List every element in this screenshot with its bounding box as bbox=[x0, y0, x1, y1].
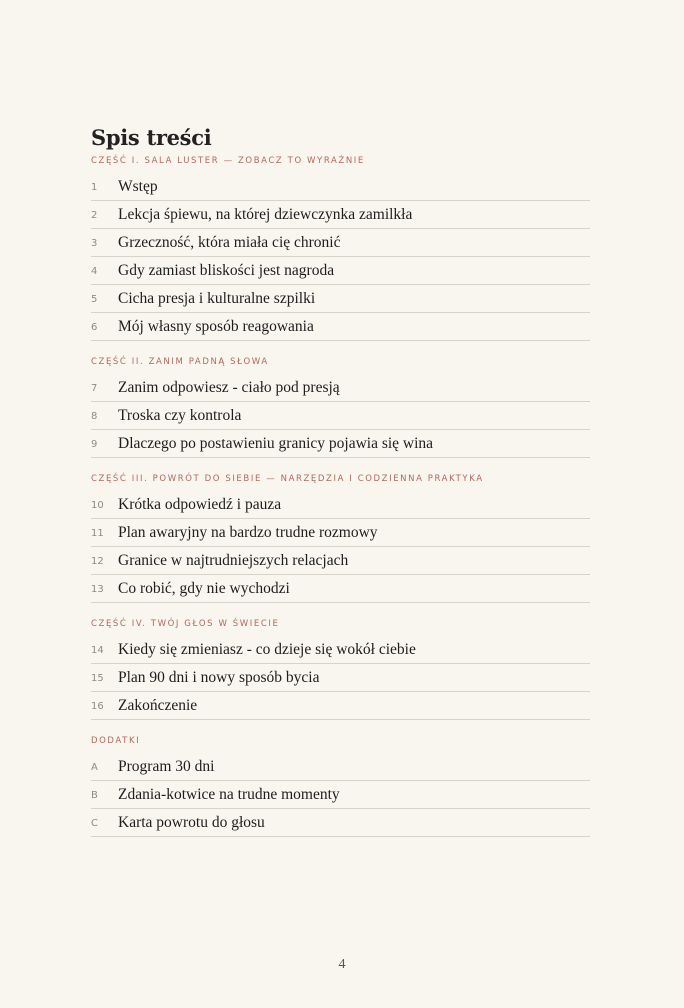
toc-entry[interactable] bbox=[91, 313, 590, 341]
toc-entry[interactable] bbox=[91, 664, 590, 692]
entry-title: Grzeczność, która miała cię chronić bbox=[118, 234, 341, 251]
toc-section-part-1 bbox=[91, 149, 590, 341]
page-number: 4 bbox=[338, 957, 346, 972]
toc-section-part-2 bbox=[91, 350, 590, 458]
table-of-contents bbox=[91, 149, 590, 837]
toc-entry[interactable] bbox=[91, 257, 590, 285]
section-heading: CZĘŚĆ III. POWRÓT DO SIEBIE — NARZĘDZIA I CODZIENNA PRAKTYKA bbox=[91, 474, 484, 484]
entry-number: 1 bbox=[91, 182, 98, 193]
entry-title: Troska czy kontrola bbox=[118, 407, 242, 424]
entry-title: Zakończenie bbox=[118, 697, 198, 714]
entry-number: 15 bbox=[91, 673, 104, 684]
entry-number: 4 bbox=[91, 266, 98, 277]
toc-entry[interactable] bbox=[91, 692, 590, 720]
entry-title: Program 30 dni bbox=[118, 758, 215, 775]
entry-number: 2 bbox=[91, 210, 98, 221]
entry-title: Mój własny sposób reagowania bbox=[118, 318, 314, 335]
entry-title: Kiedy się zmieniasz - co dzieje się wokół ciebie bbox=[118, 641, 416, 658]
page-title: Spis treści bbox=[91, 125, 212, 151]
toc-entry[interactable] bbox=[91, 173, 590, 201]
toc-entry[interactable] bbox=[91, 285, 590, 313]
entry-number: 5 bbox=[91, 294, 98, 305]
entry-title: Plan awaryjny na bardzo trudne rozmowy bbox=[118, 524, 378, 541]
entry-title: Granice w najtrudniejszych relacjach bbox=[118, 552, 349, 569]
toc-entry[interactable] bbox=[91, 402, 590, 430]
entry-title: Gdy zamiast bliskości jest nagroda bbox=[118, 262, 335, 279]
toc-entry[interactable] bbox=[91, 201, 590, 229]
toc-entry[interactable] bbox=[91, 519, 590, 547]
toc-entry[interactable] bbox=[91, 374, 590, 402]
toc-entry[interactable] bbox=[91, 547, 590, 575]
toc-entry[interactable] bbox=[91, 575, 590, 603]
entry-title: Co robić, gdy nie wychodzi bbox=[118, 580, 290, 597]
toc-entry[interactable] bbox=[91, 430, 590, 458]
entry-number: 11 bbox=[91, 528, 104, 539]
entry-title: Plan 90 dni i nowy sposób bycia bbox=[118, 669, 320, 686]
entry-number: B bbox=[91, 790, 98, 801]
section-heading: CZĘŚĆ II. ZANIM PADNĄ SŁOWA bbox=[91, 357, 269, 367]
entry-title: Zdania-kotwice na trudne momenty bbox=[118, 786, 340, 803]
section-heading: CZĘŚĆ IV. TWÓJ GŁOS W ŚWIECIE bbox=[91, 619, 280, 629]
toc-section-appendices bbox=[91, 729, 590, 837]
entry-number: 7 bbox=[91, 383, 98, 394]
toc-entry[interactable] bbox=[91, 781, 590, 809]
entry-number: 10 bbox=[91, 500, 104, 511]
toc-entry[interactable] bbox=[91, 636, 590, 664]
entry-title: Zanim odpowiesz - ciało pod presją bbox=[118, 379, 340, 396]
section-heading: CZĘŚĆ I. SALA LUSTER — ZOBACZ TO WYRAŹNIE bbox=[91, 156, 365, 166]
entry-title: Dlaczego po postawieniu granicy pojawia się wina bbox=[118, 435, 434, 452]
entry-title: Krótka odpowiedź i pauza bbox=[118, 496, 282, 513]
entry-title: Lekcja śpiewu, na której dziewczynka zamilkła bbox=[118, 206, 413, 223]
section-heading: DODATKI bbox=[91, 736, 141, 746]
toc-section-part-3 bbox=[91, 467, 590, 603]
toc-entry[interactable] bbox=[91, 229, 590, 257]
entry-number: 12 bbox=[91, 556, 104, 567]
entry-number: 3 bbox=[91, 238, 98, 249]
entry-number: 13 bbox=[91, 584, 104, 595]
entry-number: C bbox=[91, 818, 98, 829]
toc-entry[interactable] bbox=[91, 753, 590, 781]
entry-title: Wstęp bbox=[118, 178, 158, 195]
entry-number: 6 bbox=[91, 322, 98, 333]
toc-entry[interactable] bbox=[91, 809, 590, 837]
entry-number: 16 bbox=[91, 701, 104, 712]
entry-title: Karta powrotu do głosu bbox=[118, 814, 265, 831]
entry-number: 8 bbox=[91, 411, 98, 422]
entry-number: 9 bbox=[91, 439, 98, 450]
toc-section-part-4 bbox=[91, 612, 590, 720]
entry-number: A bbox=[91, 762, 98, 773]
toc-entry[interactable] bbox=[91, 491, 590, 519]
entry-title: Cicha presja i kulturalne szpilki bbox=[118, 290, 316, 307]
entry-number: 14 bbox=[91, 645, 104, 656]
